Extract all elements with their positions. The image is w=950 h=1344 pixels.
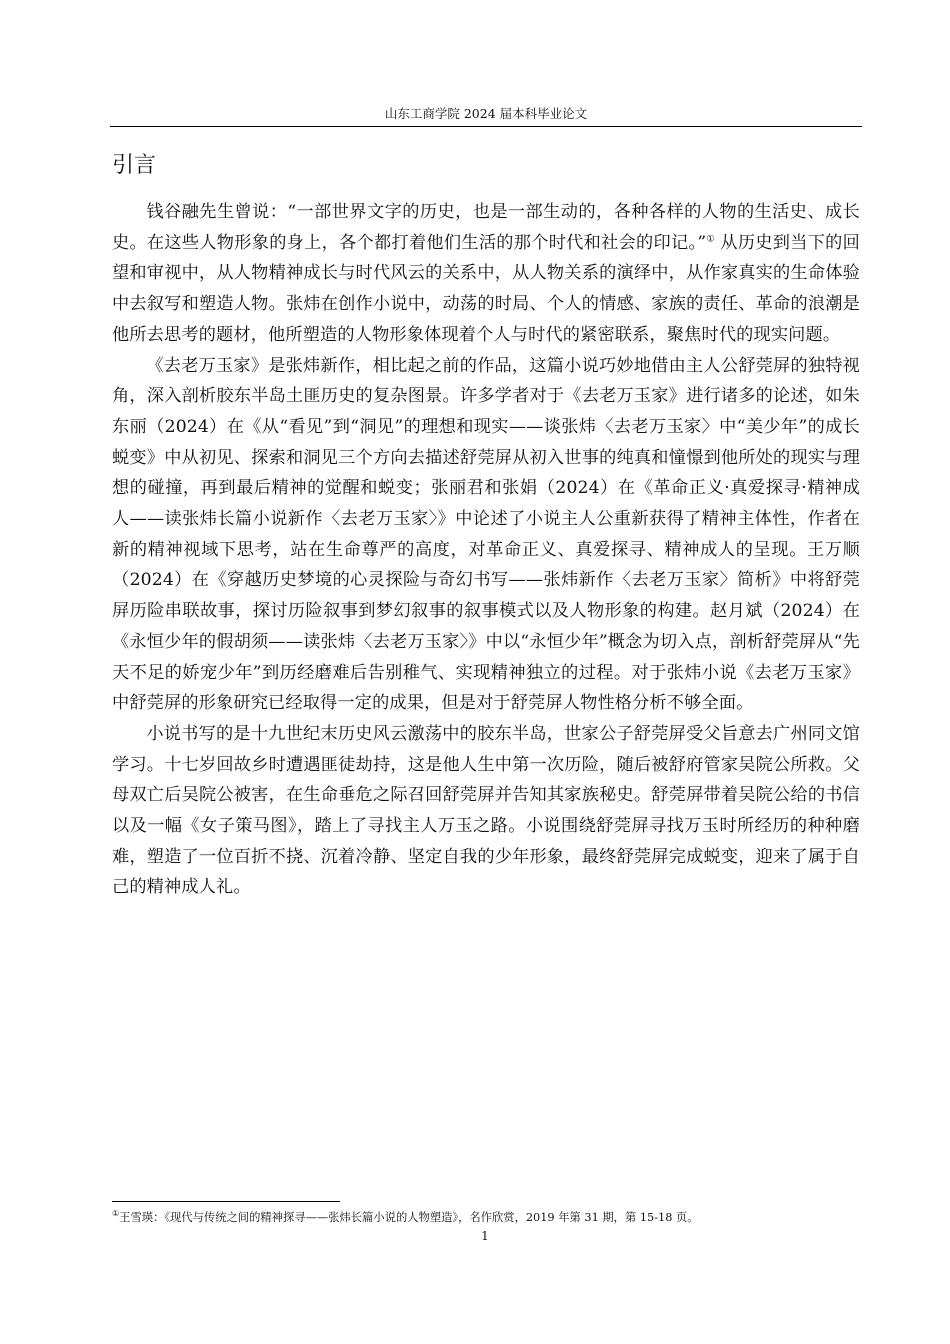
section-title: 引言 (112, 153, 157, 178)
header-rule (110, 126, 862, 127)
footnote-mark: ① (112, 1209, 120, 1219)
paragraph-2: 《去老万玉家》是张炜新作，相比起之前的作品，这篇小说巧妙地借由主人公舒莞屏的独特视角，深入剖析胶东半岛土匪历史的复杂图景。许多学者对于《去老万玉家》进行诸多的论述，如朱东丽（2024）在《从“看见”到“洞见”的理想和现实——谈张炜〈去老万玉家〉中“美少年”的成长蜕变》中从初见、探索和洞见三个方向去描述舒莞屏从初入世事的纯真和憧憬到他所处的现实与理想的碰撞，再到最后精神的觉醒和蜕变；张丽君和张娟（2024）在《革命正义·真爱探寻·精神成人——读张炜长篇小说新作〈去老万玉家〉》中论述了小说主人公重新获得了精神主体性，作者在新的精神视域下思考，站在生命尊严的高度，对革命正义、真爱探寻、精神成人的呈现。王万顺（2024）在《穿越历史梦境的心灵探险与奇幻书写——张炜新作〈去老万玉家〉简析》中将舒莞屏历险串联故事，探讨历险叙事到梦幻叙事的叙事模式以及人物形象的构建。赵月斌（2024）在《永恒少年的假胡须——读张炜〈去老万玉家〉》中以“永恒少年”概念为切入点，剖析舒莞屏从“先天不足的娇宠少年”到历经磨难后告别稚气、实现精神独立的过程。对于张炜小说《去老万玉家》中舒莞屏的形象研究已经取得一定的成果，但是对于舒莞屏人物性格分析不够全面。 (112, 355, 860, 714)
paragraph-1 (112, 197, 860, 351)
paragraph-1-quote: 钱谷融先生曾说：“一部世界文字的历史，也是一部生动的，各种各样的人物的生活史、成长史。在这些人物形象的身上，各个都打着他们生活的那个时代和社会的印记。” (112, 202, 860, 253)
footnote (112, 1210, 860, 1226)
running-header: 山东工商学院 2024 届本科毕业论文 (384, 106, 588, 121)
footnote-text: 王雪瑛：《现代与传统之间的精神探寻——张炜长篇小说的人物塑造》，名作欣赏，2019 年第 31 期，第 15-18 页。 (119, 1211, 699, 1224)
footnote-reference[interactable]: ① (706, 233, 715, 244)
footnote-rule (112, 1201, 340, 1202)
paragraph-1-rest: 从历史到当下的回望和审视中，从人物精神成长与时代风云的关系中，从人物关系的演绎中，从作家真实的生命体验中去叙写和塑造人物。张炜在创作小说中，动荡的时局、个人的情感、家族的责任、革命的浪潮是他所去思考的题材，他所塑造的人物形象体现着个人与时代的紧密联系，聚焦时代的现实问题。 (112, 232, 860, 345)
body-text (112, 197, 860, 903)
page-number: 1 (481, 1229, 489, 1243)
paragraph-3: 小说书写的是十九世纪末历史风云激荡中的胶东半岛，世家公子舒莞屏受父旨意去广州同文馆学习。十七岁回故乡时遭遇匪徒劫持，这是他人生中第一次历险，随后被舒府管家吴院公所救。父母双亡后吴院公被害，在生命垂危之际召回舒莞屏并告知其家族秘史。舒莞屏带着吴院公给的书信以及一幅《女子策马图》，踏上了寻找主人万玉之路。小说围绕舒莞屏寻找万玉时所经历的种种磨难，塑造了一位百折不挠、沉着冷静、坚定自我的少年形象，最终舒莞屏完成蜕变，迎来了属于自己的精神成人礼。 (112, 723, 860, 898)
